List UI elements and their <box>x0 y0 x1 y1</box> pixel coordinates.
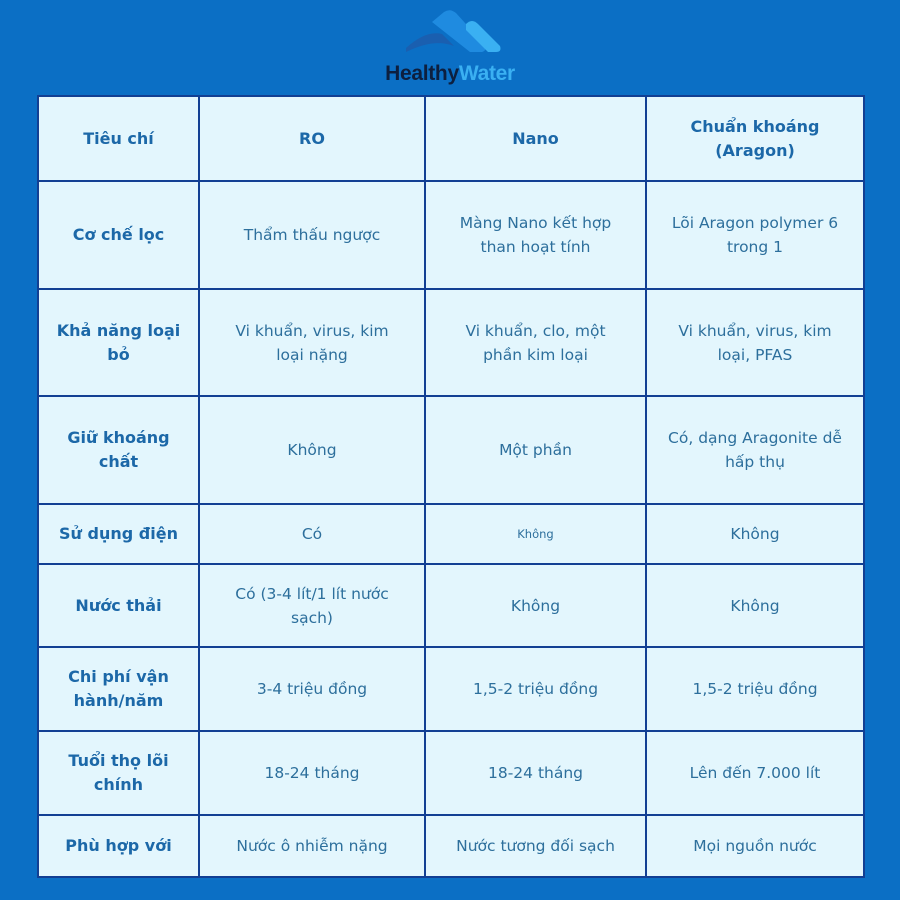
nano-cell: Không <box>425 504 646 564</box>
aragon-cell: Lên đến 7.000 lít <box>646 731 864 815</box>
header-aragon: Chuẩn khoáng (Aragon) <box>646 96 864 181</box>
nano-cell: 18-24 tháng <box>425 731 646 815</box>
ro-cell: Không <box>199 396 425 504</box>
table-row <box>38 504 864 564</box>
header-criterion: Tiêu chí <box>38 96 199 181</box>
brand-name <box>0 62 900 86</box>
table-row <box>38 731 864 815</box>
ro-cell: Có (3-4 lít/1 lít nước sạch) <box>199 564 425 647</box>
ro-cell: Vi khuẩn, virus, kim loại nặng <box>199 289 425 396</box>
nano-cell: Một phần <box>425 396 646 504</box>
aragon-cell: Lõi Aragon polymer 6 trong 1 <box>646 181 864 289</box>
ro-cell: Thẩm thấu ngược <box>199 181 425 289</box>
criterion-cell: Giữ khoáng chất <box>38 396 199 504</box>
aragon-cell: Mọi nguồn nước <box>646 815 864 877</box>
nano-cell: Nước tương đối sạch <box>425 815 646 877</box>
brand-name-part1: Healthy <box>385 62 459 85</box>
aragon-cell: Không <box>646 504 864 564</box>
criterion-cell: Cơ chế lọc <box>38 181 199 289</box>
nano-cell: Không <box>425 564 646 647</box>
mountain-wave-logo-icon <box>404 8 504 58</box>
aragon-cell: Vi khuẩn, virus, kim loại, PFAS <box>646 289 864 396</box>
table-row <box>38 181 864 289</box>
table-header-row <box>38 96 864 181</box>
ro-cell: 18-24 tháng <box>199 731 425 815</box>
nano-cell: Màng Nano kết hợp than hoạt tính <box>425 181 646 289</box>
ro-cell: 3-4 triệu đồng <box>199 647 425 731</box>
nano-cell: Vi khuẩn, clo, một phần kim loại <box>425 289 646 396</box>
brand-header <box>0 0 900 95</box>
ro-cell: Có <box>199 504 425 564</box>
comparison-table <box>37 95 865 878</box>
table-row <box>38 396 864 504</box>
aragon-cell: 1,5-2 triệu đồng <box>646 647 864 731</box>
table-row <box>38 564 864 647</box>
criterion-cell: Sử dụng điện <box>38 504 199 564</box>
criterion-cell: Nước thải <box>38 564 199 647</box>
criterion-cell: Khả năng loại bỏ <box>38 289 199 396</box>
header-nano: Nano <box>425 96 646 181</box>
nano-cell: 1,5-2 triệu đồng <box>425 647 646 731</box>
brand-name-part2: Water <box>458 62 515 85</box>
table-row <box>38 289 864 396</box>
ro-cell: Nước ô nhiễm nặng <box>199 815 425 877</box>
criterion-cell: Phù hợp với <box>38 815 199 877</box>
table-row <box>38 815 864 877</box>
aragon-cell: Có, dạng Aragonite dễ hấp thụ <box>646 396 864 504</box>
criterion-cell: Chi phí vận hành/năm <box>38 647 199 731</box>
table-row <box>38 647 864 731</box>
header-ro: RO <box>199 96 425 181</box>
criterion-cell: Tuổi thọ lõi chính <box>38 731 199 815</box>
aragon-cell: Không <box>646 564 864 647</box>
